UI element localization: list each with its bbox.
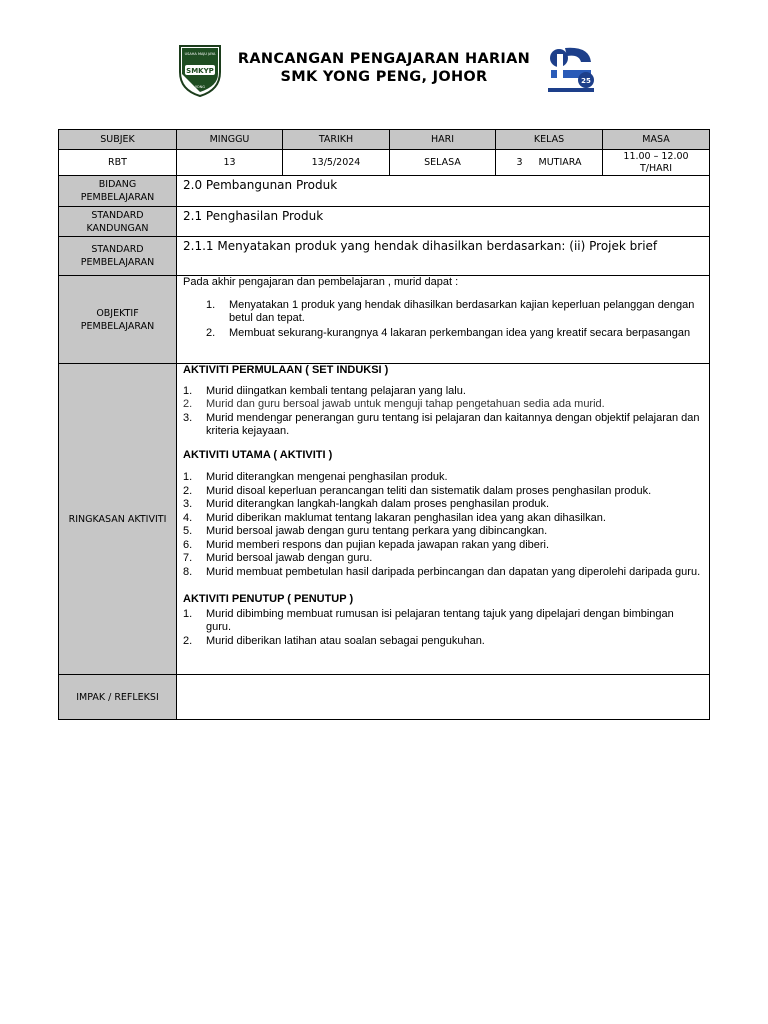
svg-text:25: 25 xyxy=(581,77,591,85)
list-number: 1. xyxy=(183,607,193,620)
column-header: TARIKH xyxy=(283,130,390,150)
info-row xyxy=(59,150,710,176)
ministry-logo xyxy=(545,44,597,94)
penutup-heading: AKTIVITI PENUTUP ( PENUTUP ) xyxy=(183,593,354,605)
label-line: PEMBELAJARAN xyxy=(80,257,155,268)
list-item xyxy=(183,525,701,539)
impak-label: IMPAK / REFLEKSI xyxy=(59,675,177,720)
objektif-intro: Pada akhir pengajaran dan pembelajaran , murid dapat : xyxy=(183,276,459,288)
bidang-value: 2.0 Pembangunan Produk xyxy=(177,176,710,207)
list-number: 2. xyxy=(183,634,193,647)
list-number: 1. xyxy=(206,298,216,311)
label-line: PEMBELAJARAN xyxy=(80,192,155,203)
list-item xyxy=(183,327,701,341)
impak-value xyxy=(177,675,710,720)
objektif-label xyxy=(59,276,177,364)
standard-pembelajaran-row xyxy=(59,237,710,276)
list-number: 2. xyxy=(206,326,216,339)
subjek-value: RBT xyxy=(59,150,177,176)
kelas-name: MUTIARA xyxy=(538,157,582,168)
list-number: 8. xyxy=(183,565,193,578)
list-text: Membuat sekurang-kurangnya 4 lakaran perkembangan idea yang kreatif secara berpasangan xyxy=(229,326,691,339)
list-number: 2. xyxy=(183,398,193,410)
permulaan-list xyxy=(183,385,701,439)
svg-text:YONG: YONG xyxy=(194,85,206,89)
list-item xyxy=(183,498,701,512)
document-header xyxy=(0,40,768,98)
masa-value xyxy=(603,150,710,176)
ringkasan-row xyxy=(59,364,710,675)
utama-heading: AKTIVITI UTAMA ( AKTIVITI ) xyxy=(183,448,333,461)
list-number: 4. xyxy=(183,511,193,524)
objektif-list xyxy=(183,299,701,341)
document-title: RANCANGAN PENGAJARAN HARIAN xyxy=(237,51,531,67)
permulaan-heading: AKTIVITI PERMULAAN ( SET INDUKSI ) xyxy=(183,364,389,376)
hari-value: SELASA xyxy=(390,150,496,176)
label-line: STANDARD xyxy=(91,244,144,255)
list-text: Murid bersoal jawab dengan guru tentang perkara yang dibincangkan. xyxy=(206,525,548,537)
standard-kandungan-label xyxy=(59,207,177,237)
label-line: OBJEKTIF xyxy=(96,307,139,319)
label-line: STANDARD xyxy=(91,209,144,221)
school-name: SMK YONG PENG, JOHOR xyxy=(280,69,488,85)
list-text: Murid mendengar penerangan guru tentang isi pelajaran dan kaitannya dengan objektif pelajaran dan kriteria kejayaan. xyxy=(206,411,700,437)
minggu-value: 13 xyxy=(177,150,283,176)
list-text: Murid dibimbing membuat rumusan isi pelajaran tentang tajuk yang dipelajari dengan bimbingan guru. xyxy=(206,607,674,633)
list-number: 6. xyxy=(183,538,193,551)
tarikh-value: 13/5/2024 xyxy=(283,150,390,176)
list-number: 5. xyxy=(183,525,193,537)
svg-text:SMKYP: SMKYP xyxy=(186,67,214,75)
impak-row xyxy=(59,675,710,720)
list-text: Menyatakan 1 produk yang hendak dihasilkan berdasarkan kajian keperluan pelanggan dengan betul dan tepat. xyxy=(229,298,695,324)
school-crest-logo xyxy=(176,42,224,98)
penutup-list xyxy=(183,608,701,649)
list-item xyxy=(183,552,701,566)
list-item xyxy=(183,566,701,580)
standard-pembelajaran-label xyxy=(59,237,177,276)
masa-time: 11.00 – 12.00 xyxy=(623,150,689,162)
header-row xyxy=(59,130,710,150)
lesson-plan-table xyxy=(58,129,710,720)
list-text: Murid membuat pembetulan hasil daripada perbincangan dan dapatan yang diperolehi daripada guru. xyxy=(206,565,701,578)
bidang-row xyxy=(59,176,710,207)
standard-kandungan-value: 2.1 Penghasilan Produk xyxy=(177,207,710,237)
list-number: 3. xyxy=(183,498,193,510)
list-item xyxy=(183,398,701,412)
list-item xyxy=(183,512,701,526)
list-text: Murid diterangkan mengenai penghasilan produk. xyxy=(206,471,448,483)
list-text: Murid memberi respons dan pujian kepada jawapan rakan yang diberi. xyxy=(206,538,550,551)
column-header: HARI xyxy=(390,130,496,150)
list-number: 2. xyxy=(183,484,193,497)
standard-pembelajaran-value: 2.1.1 Menyatakan produk yang hendak dihasilkan berdasarkan: (ii) Projek brief xyxy=(177,237,710,276)
ringkasan-label: RINGKASAN AKTIVITI xyxy=(59,364,177,675)
list-text: Murid dan guru bersoal jawab untuk menguji tahap pengetahuan sedia ada murid. xyxy=(206,398,605,410)
list-text: Murid diberikan latihan atau soalan sebagai pengukuhan. xyxy=(206,634,485,647)
kelas-number: 3 xyxy=(516,157,523,168)
label-line: PEMBELAJARAN xyxy=(80,320,155,332)
label-line: BIDANG xyxy=(98,179,137,190)
list-item xyxy=(183,539,701,553)
list-text: Murid diingatkan kembali tentang pelajaran yang lalu. xyxy=(206,384,466,397)
list-item xyxy=(183,385,701,399)
column-header: KELAS xyxy=(496,130,603,150)
standard-kandungan-row xyxy=(59,207,710,237)
list-number: 7. xyxy=(183,552,193,564)
masa-duration: T/HARI xyxy=(639,162,673,174)
objektif-content xyxy=(177,276,710,364)
bidang-label xyxy=(59,176,177,207)
list-item xyxy=(183,608,701,635)
list-item xyxy=(183,485,701,499)
list-text: Murid diberikan maklumat tentang lakaran penghasilan idea yang akan dihasilkan. xyxy=(206,511,606,524)
svg-text:USAHA MAJU JAYA: USAHA MAJU JAYA xyxy=(184,52,216,56)
list-item xyxy=(183,471,701,485)
list-item xyxy=(183,412,701,439)
column-header: MINGGU xyxy=(177,130,283,150)
list-number: 3. xyxy=(183,411,193,424)
ringkasan-content xyxy=(177,364,710,675)
list-item xyxy=(183,635,701,649)
objektif-row xyxy=(59,276,710,364)
utama-list xyxy=(183,471,701,579)
list-text: Murid disoal keperluan perancangan teliti dan sistematik dalam proses penghasilan produk. xyxy=(206,484,652,497)
column-header: MASA xyxy=(603,130,710,150)
list-number: 1. xyxy=(183,471,193,483)
kelas-value xyxy=(496,150,603,176)
column-header: SUBJEK xyxy=(59,130,177,150)
label-line: KANDUNGAN xyxy=(86,222,149,234)
list-text: Murid bersoal jawab dengan guru. xyxy=(206,552,373,564)
list-number: 1. xyxy=(183,384,193,397)
list-item xyxy=(183,299,701,326)
list-text: Murid diterangkan langkah-langkah dalam proses penghasilan produk. xyxy=(206,498,550,510)
